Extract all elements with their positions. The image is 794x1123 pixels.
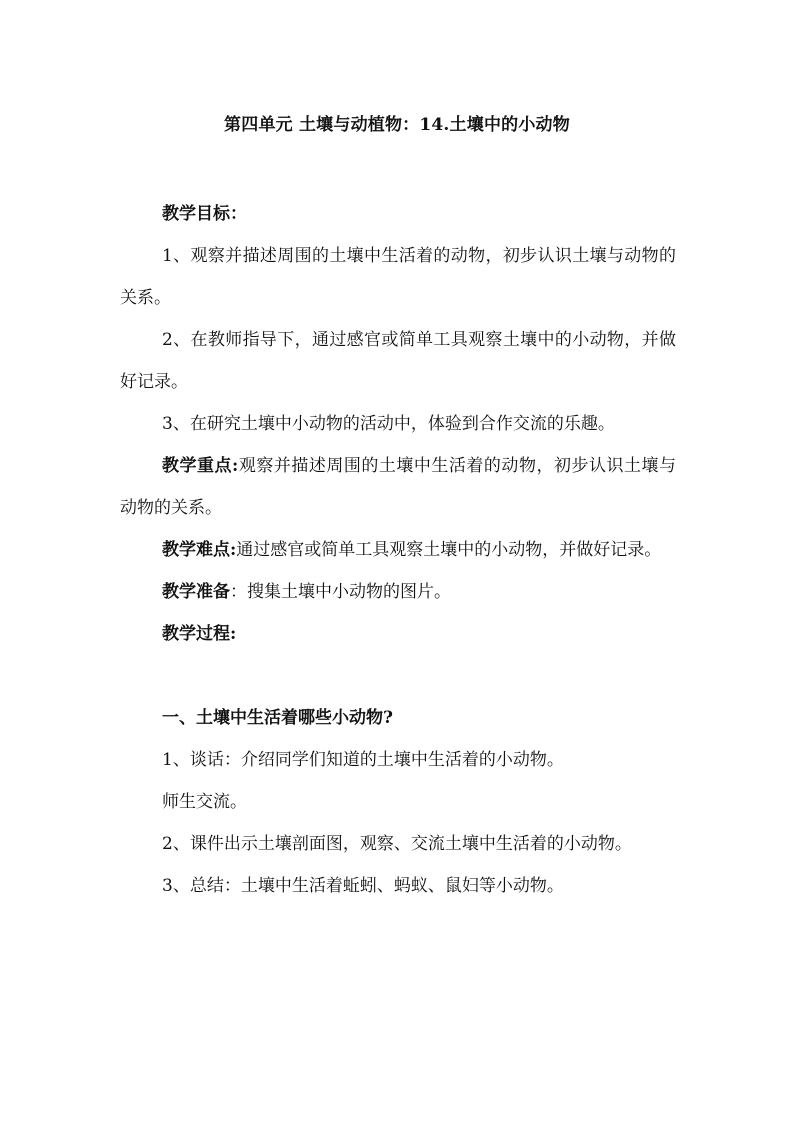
objectives-heading: 教学目标： [162,204,247,224]
objective-item-2: 2、在教师指导下，通过感官或简单工具观察土壤中的小动物，并做好记录。 [120,330,676,392]
objective-item-3: 3、在研究土壤中小动物的活动中，体验到合作交流的乐趣。 [162,414,615,434]
section1-item-2: 师生交流。 [162,792,247,812]
key-point-paragraph [120,445,676,529]
key-point-label: 教学重点: [162,456,239,476]
section1-item-3: 2、课件出示土壤剖面图，观察、交流土壤中生活着的小动物。 [162,834,632,854]
blank-line [120,655,676,697]
difficulty-paragraph [120,529,676,571]
process-heading: 教学过程: [162,624,237,644]
document-title: 第四单元 土壤与动植物：14.土壤中的小动物 [224,115,570,135]
section1-heading: 一、土壤中生活着哪些小动物? [162,708,393,728]
objective-item-1: 1、观察并描述周围的土壤中生活着的动物，初步认识土壤与动物的关系。 [120,246,676,308]
section1-item-1: 1、谈话：介绍同学们知道的土壤中生活着的小动物。 [162,750,564,770]
section1-item-4: 3、总结：土壤中生活着蚯蚓、蚂蚁、鼠妇等小动物。 [162,876,564,896]
preparation-text: ：搜集土壤中小动物的图片。 [230,582,451,602]
document-body [120,193,676,907]
preparation-label: 教学准备 [162,582,230,602]
key-point-text: 观察并描述周围的土壤中生活着的动物，初步认识土壤与动物的关系。 [120,456,676,518]
difficulty-label: 教学难点: [162,540,237,560]
difficulty-text: 通过感官或简单工具观察土壤中的小动物，并做好记录。 [236,540,662,560]
preparation-paragraph [120,571,676,613]
